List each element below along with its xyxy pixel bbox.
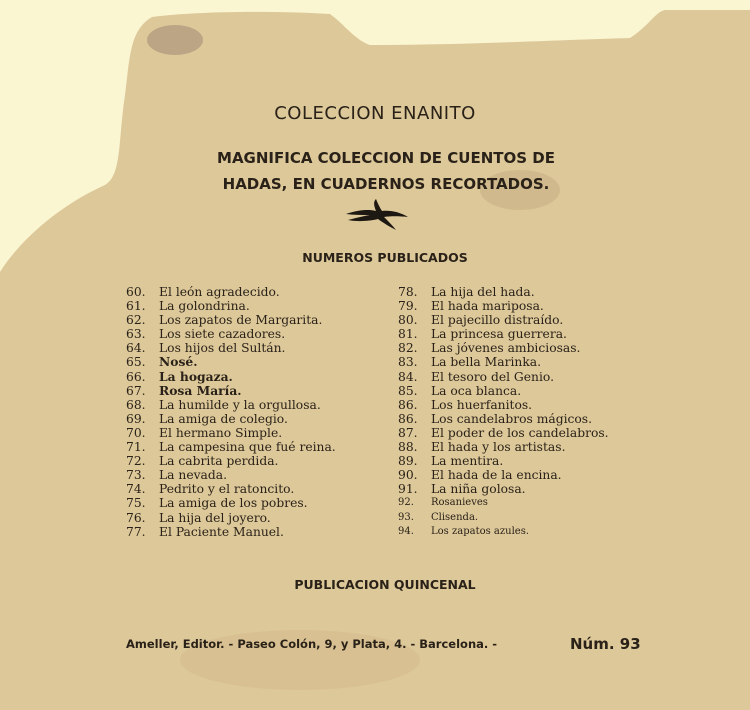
list-item: 74. Pedrito y el ratoncito. — [126, 482, 295, 497]
list-item: 92. Rosanieves — [398, 497, 488, 509]
subtitle-line-2: HADAS, EN CUADERNOS RECORTADOS. — [222, 175, 550, 193]
list-item: 67. Rosa María. — [126, 382, 242, 398]
list-item: 91. La niña golosa. — [398, 482, 526, 497]
list-item: 62. Los zapatos de Margarita. — [126, 313, 323, 328]
list-item: 88. El hada y los artistas. — [398, 440, 566, 455]
list-item: 81. La princesa guerrera. — [398, 327, 567, 342]
list-item: 70. El hermano Simple. — [126, 425, 283, 440]
list-item: 60. El león agradecido. — [126, 285, 280, 299]
titles-list-left — [126, 285, 336, 539]
list-item: 71. La campesina que fué reina. — [126, 440, 336, 455]
list-item: 72. La cabrita perdida. — [126, 454, 279, 469]
list-item: 83. La bella Marinka. — [398, 355, 542, 370]
published-numbers-heading: NUMEROS PUBLICADOS — [302, 250, 468, 265]
list-item: 77. El Paciente Manuel. — [126, 524, 284, 539]
swallow-bird-icon — [344, 198, 410, 232]
list-item: 73. La nevada. — [126, 468, 227, 483]
list-item: 90. El hada de la encina. — [398, 468, 562, 483]
publication-frequency: PUBLICACION QUINCENAL — [294, 577, 476, 592]
collection-title: COLECCION ENANITO — [274, 103, 476, 124]
list-item: 80. El pajecillo distraído. — [398, 313, 564, 328]
list-item: 86. Los candelabros mágicos. — [398, 411, 593, 426]
subtitle-line-1: MAGNIFICA COLECCION DE CUENTOS DE — [217, 149, 555, 167]
list-item: 63. Los siete cazadores. — [126, 327, 286, 342]
list-item: 61. La golondrina. — [126, 299, 250, 314]
list-item: 78. La hija del hada. — [398, 285, 535, 299]
list-item: 66. La hogaza. — [126, 368, 233, 384]
list-item: 93. Clisenda. — [398, 511, 479, 523]
list-item: 94. Los zapatos azules. — [398, 525, 530, 537]
titles-list-right — [398, 285, 609, 539]
list-item: 87. El poder de los candelabros. — [398, 425, 609, 440]
issue-number: Núm. 93 — [570, 635, 641, 653]
list-item: 85. La oca blanca. — [398, 383, 522, 398]
list-item: 82. Las jóvenes ambiciosas. — [398, 341, 581, 356]
list-item: 84. El tesoro del Genio. — [398, 369, 554, 384]
list-item: 79. El hada mariposa. — [398, 299, 544, 314]
list-item: 86. Los huerfanitos. — [398, 397, 533, 412]
list-item: 89. La mentira. — [398, 454, 504, 469]
list-item: 64. Los hijos del Sultán. — [126, 341, 286, 356]
list-item: 75. La amiga de los pobres. — [126, 496, 308, 511]
collection-subtitle — [200, 145, 572, 197]
list-item: 76. La hija del joyero. — [126, 510, 271, 525]
list-item: 69. La amiga de colegio. — [126, 411, 288, 426]
list-item: 68. La humilde y la orgullosa. — [126, 397, 321, 412]
publisher-address: Ameller, Editor. - Paseo Colón, 9, y Plata, 4. - Barcelona. - — [126, 637, 498, 651]
list-item: 65. Nosé. — [126, 354, 198, 370]
